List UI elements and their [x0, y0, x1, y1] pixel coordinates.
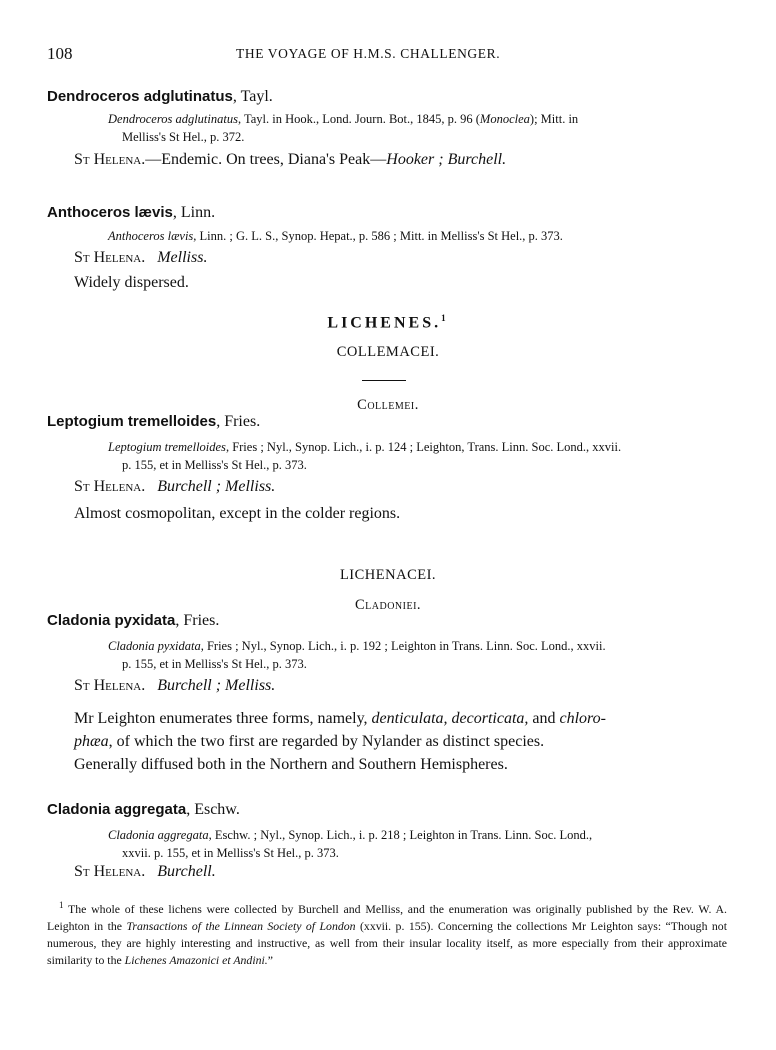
locality: [74, 863, 216, 881]
footnote-text: The whole of these lichens were collected by Burchell and Melliss, and the enumeration was originally published by the Rev. W. A. Leighton in the: [47, 901, 727, 933]
tribe-heading-cladoniei: Cladoniei.: [354, 597, 422, 613]
species-name: [47, 801, 240, 819]
running-title: THE VOYAGE OF H.M.S. CHALLENGER.: [236, 46, 501, 61]
species-binomial: Dendroceros adglutinatus: [47, 88, 233, 105]
discussion-text: Mr Leighton enumerates three forms, namely,: [74, 710, 372, 727]
reference: [108, 227, 728, 245]
distribution-note: Almost cosmopolitan, except in the colder regions.: [74, 505, 401, 522]
reference-text: ); Mitt. in: [529, 112, 579, 126]
footnote-marker: 1: [59, 900, 64, 910]
footnote-marker: 1: [441, 313, 449, 323]
species-name: [47, 88, 273, 106]
reference: [108, 637, 728, 655]
species-author: , Fries.: [216, 413, 261, 430]
species-name: [47, 612, 219, 630]
footnote: [47, 897, 727, 969]
species-author: , Linn.: [172, 204, 216, 221]
form-names: chloro-: [559, 710, 607, 727]
species-binomial: Leptogium tremelloides: [47, 413, 217, 430]
reference-text: , Fries ; Nyl., Synop. Lich., i. p. 192 ; Leighton in Trans. Linn. Soc. Lond., xxvii.: [200, 639, 606, 653]
reference-text: , Eschw. ; Nyl., Synop. Lich., i. p. 218 ; Leighton in Trans. Linn. Soc. Lond.,: [208, 828, 593, 842]
species-binomial: Cladonia pyxidata: [47, 612, 176, 629]
section-heading-lichenes: [0, 313, 776, 332]
locality: [74, 249, 207, 267]
distribution-note: Widely dispersed.: [74, 274, 189, 291]
form-names: denticulata, decorticata,: [371, 710, 529, 727]
locality-text: .—Endemic. On trees, Diana's Peak—: [141, 151, 387, 168]
footnote-paragraph: [47, 897, 727, 969]
reference: [108, 826, 728, 844]
reference-italic: Leptogium tremelloides: [108, 440, 226, 454]
footnote-italic: Transactions of the Linnean Society of London: [126, 918, 356, 933]
collectors: Burchell.: [157, 863, 216, 880]
reference-italic: Cladonia pyxidata: [108, 639, 201, 653]
reference-italic: Cladonia aggregata: [108, 828, 209, 842]
collectors: Burchell ; Melliss.: [157, 677, 276, 694]
species-name: [47, 204, 215, 222]
distribution-note: Generally diffused both in the Northern and Southern Hemispheres.: [74, 756, 508, 773]
reference-continued: p. 155, et in Melliss's St Hel., p. 373.: [122, 657, 307, 671]
discussion-text: , of which the two first are regarded by Nylander as distinct species.: [108, 733, 545, 750]
locality-label: St Helena.: [74, 863, 146, 880]
collectors: Melliss.: [157, 249, 208, 266]
divider-rule: [362, 380, 406, 381]
reference-text: , Tayl. in Hook., Lond. Journ. Bot., 1845, p. 96 (: [237, 112, 480, 126]
locality: [74, 151, 506, 169]
locality-label: St Helena.: [74, 478, 146, 495]
species-author: , Fries.: [175, 612, 220, 629]
collectors: Burchell ; Melliss.: [157, 478, 276, 495]
discussion-text: and: [528, 710, 560, 727]
tribe-heading-collemei: Collemei.: [357, 397, 419, 413]
species-binomial: Anthoceros lævis: [47, 204, 173, 221]
locality: [74, 677, 275, 695]
reference-continued: xxvii. p. 155, et in Melliss's St Hel., p. 373.: [122, 846, 339, 860]
reference-italic: Dendroceros adglutinatus: [108, 112, 238, 126]
reference-continued: Melliss's St Hel., p. 372.: [122, 130, 245, 144]
locality-label: St Helena: [74, 151, 142, 168]
locality-label: St Helena.: [74, 677, 146, 694]
footnote-text: (xxvii. p. 155). Concerning the collections Mr Leighton says: “Though not numerous, they are highly interesting and instructive, as well from their insular locality itself, as more especially from their approximate similarity to the: [47, 918, 727, 967]
species-author: , Tayl.: [232, 88, 273, 105]
family-heading-lichenacei: LICHENACEI.: [339, 567, 437, 583]
page-number: 108: [47, 44, 73, 63]
species-binomial: Cladonia aggregata: [47, 801, 187, 818]
reference: [108, 438, 728, 456]
locality-label: St Helena.: [74, 249, 146, 266]
reference-text: , Fries ; Nyl., Synop. Lich., i. p. 124 ; Leighton, Trans. Linn. Soc. Lond., xxvii.: [225, 440, 622, 454]
species-author: , Eschw.: [186, 801, 240, 818]
reference-italic: Monoclea: [479, 112, 530, 126]
reference-continued: p. 155, et in Melliss's St Hel., p. 373.: [122, 458, 307, 472]
heading-text: LICHENES.: [327, 314, 442, 332]
form-names: phæa: [74, 733, 109, 750]
species-name: [47, 413, 260, 431]
family-heading-collemacei: COLLEMACEI.: [336, 344, 440, 360]
locality: [74, 478, 275, 496]
footnote-text: ”: [267, 952, 273, 967]
reference-italic: Anthoceros lævis: [108, 229, 194, 243]
footnote-italic: Lichenes Amazonici et Andini.: [124, 952, 268, 967]
collectors: Hooker ; Burchell.: [386, 151, 507, 168]
reference: [108, 110, 726, 128]
reference-text: , Linn. ; G. L. S., Synop. Hepat., p. 586 ; Mitt. in Melliss's St Hel., p. 373.: [193, 229, 563, 243]
